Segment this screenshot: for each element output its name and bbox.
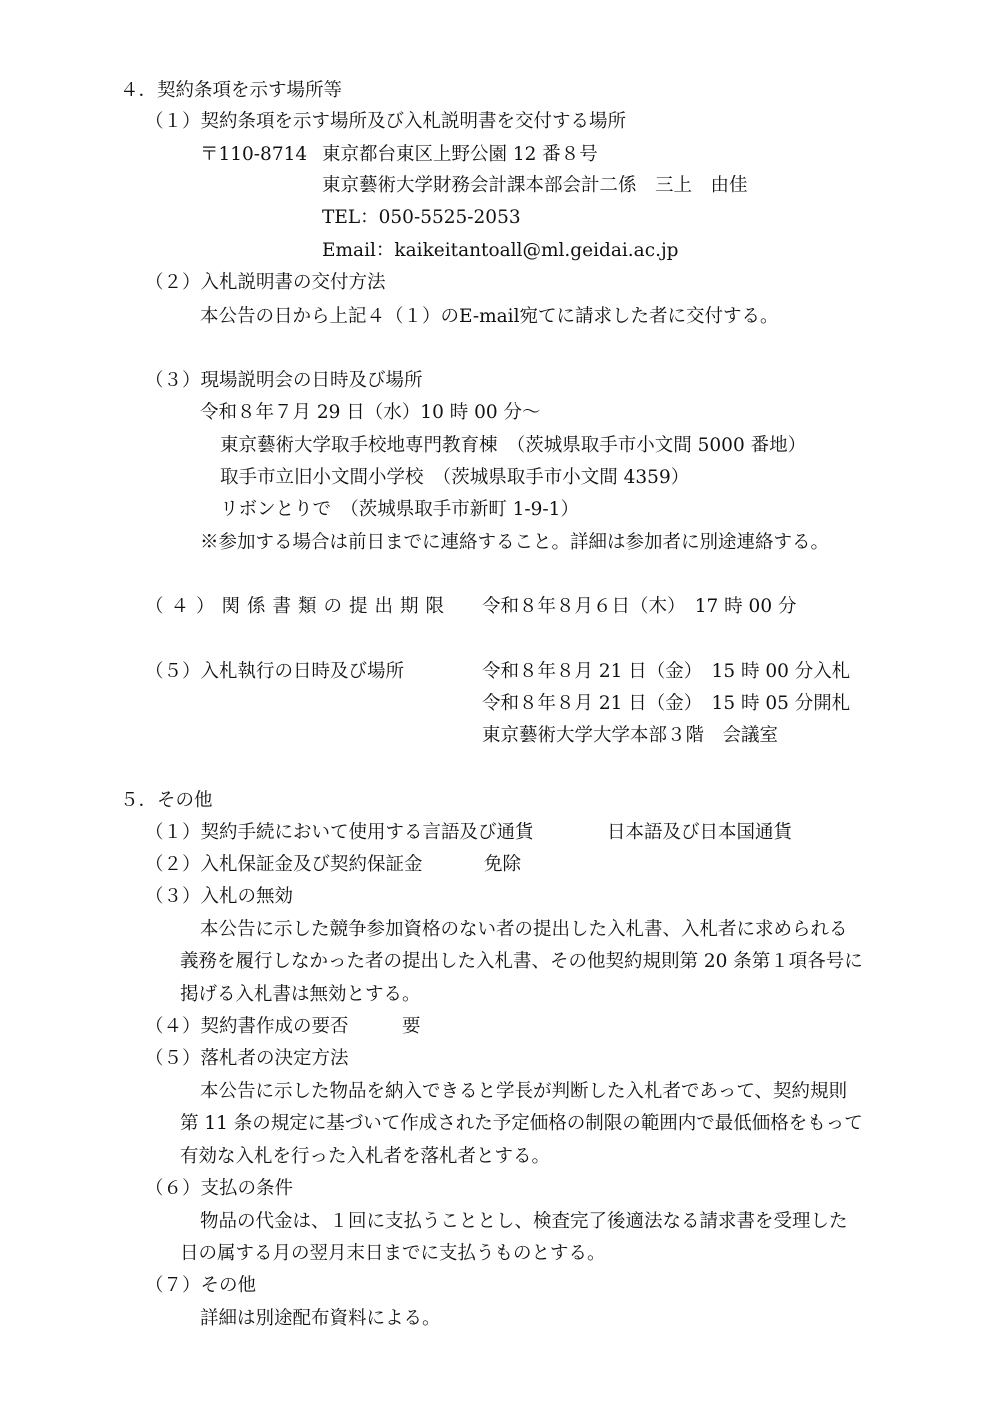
s4-item1-postal: 〒110-8714: [200, 144, 308, 165]
s4-item3-place3: リボンとりで （茨城県取手市新町 1-9-1）: [220, 499, 579, 520]
s4-item5-line1: 令和８年８月 21 日（金） 15 時 00 分入札: [482, 661, 851, 682]
s5-item1-title: （１）契約手続において使用する言語及び通貨: [145, 822, 534, 843]
s4-item1-tel: TEL：050-5525-2053: [322, 207, 521, 228]
s4-item4-title: （４）関係書類の提出期限: [145, 596, 452, 617]
s5-item3-line3: 掲げる入札書は無効とする。: [180, 984, 421, 1005]
s4-item2-text: 本公告の日から上記４（１）のE-mail宛てに請求した者に交付する。: [200, 306, 779, 327]
s4-item3-place2: 取手市立旧小文間小学校 （茨城県取手市小文間 4359）: [220, 467, 690, 488]
s5-item7-title: （７）その他: [145, 1275, 257, 1296]
s4-item1-email: Email：kaikeitantoall@ml.geidai.ac.jp: [322, 240, 679, 261]
s5-item5-line2: 第 11 条の規定に基づいて作成された予定価格の制限の範囲内で最低価格をもって: [180, 1113, 863, 1134]
s5-item3-line2: 義務を履行しなかった者の提出した入札書、その他契約規則第 20 条第１項各号に: [180, 951, 863, 972]
s5-item1-value: 日本語及び日本国通貨: [607, 822, 793, 843]
s5-item4-value: 要: [402, 1016, 421, 1037]
section-4-heading: ４．契約条項を示す場所等: [120, 80, 343, 101]
s5-item4-title: （４）契約書作成の要否: [145, 1016, 349, 1037]
s5-item6-line2: 日の属する月の翌月末日までに支払うものとする。: [180, 1243, 606, 1264]
s5-item6-line1: 物品の代金は、１回に支払うこととし、検査完了後適法なる請求書を受理した: [200, 1211, 848, 1232]
s4-item2-title: （２）入札説明書の交付方法: [145, 272, 386, 293]
s4-item4-value: 令和８年８月６日（木） 17 時 00 分: [482, 596, 797, 617]
s5-item5-title: （５）落札者の決定方法: [145, 1048, 349, 1069]
s4-item1-title: （１）契約条項を示す場所及び入札説明書を交付する場所: [145, 111, 627, 132]
s4-item3-note: ※参加する場合は前日までに連絡すること。詳細は参加者に別途連絡する。: [200, 532, 830, 553]
s5-item2-title: （２）入札保証金及び契約保証金: [145, 854, 423, 875]
section-5-heading: ５．その他: [120, 790, 213, 811]
s5-item7-text: 詳細は別途配布資料による。: [200, 1308, 441, 1329]
s4-item3-datetime: 令和８年７月 29 日（水）10 時 00 分～: [200, 402, 541, 423]
s5-item3-line1: 本公告に示した競争参加資格のない者の提出した入札書、入札者に求められる: [200, 919, 848, 940]
s5-item5-line3: 有効な入札を行った入札者を落札者とする。: [180, 1146, 551, 1167]
s5-item5-line1: 本公告に示した物品を納入できると学長が判断した入札者であって、契約規則: [200, 1081, 847, 1102]
s4-item3-title: （３）現場説明会の日時及び場所: [145, 370, 423, 391]
s4-item3-place1: 東京藝術大学取手校地専門教育棟 （茨城県取手市小文間 5000 番地）: [220, 435, 807, 456]
s5-item2-value: 免除: [484, 854, 522, 875]
s4-item5-title: （５）入札執行の日時及び場所: [145, 661, 405, 682]
s5-item3-title: （３）入札の無効: [145, 886, 294, 907]
s4-item5-line3: 東京藝術大学大学本部３階 会議室: [482, 725, 779, 746]
s4-item1-address: 東京都台東区上野公園 12 番８号: [322, 144, 598, 165]
s4-item5-line2: 令和８年８月 21 日（金） 15 時 05 分開札: [482, 693, 851, 714]
s4-item1-office: 東京藝術大学財務会計課本部会計二係 三上 由佳: [322, 175, 748, 196]
s5-item6-title: （６）支払の条件: [145, 1178, 294, 1199]
